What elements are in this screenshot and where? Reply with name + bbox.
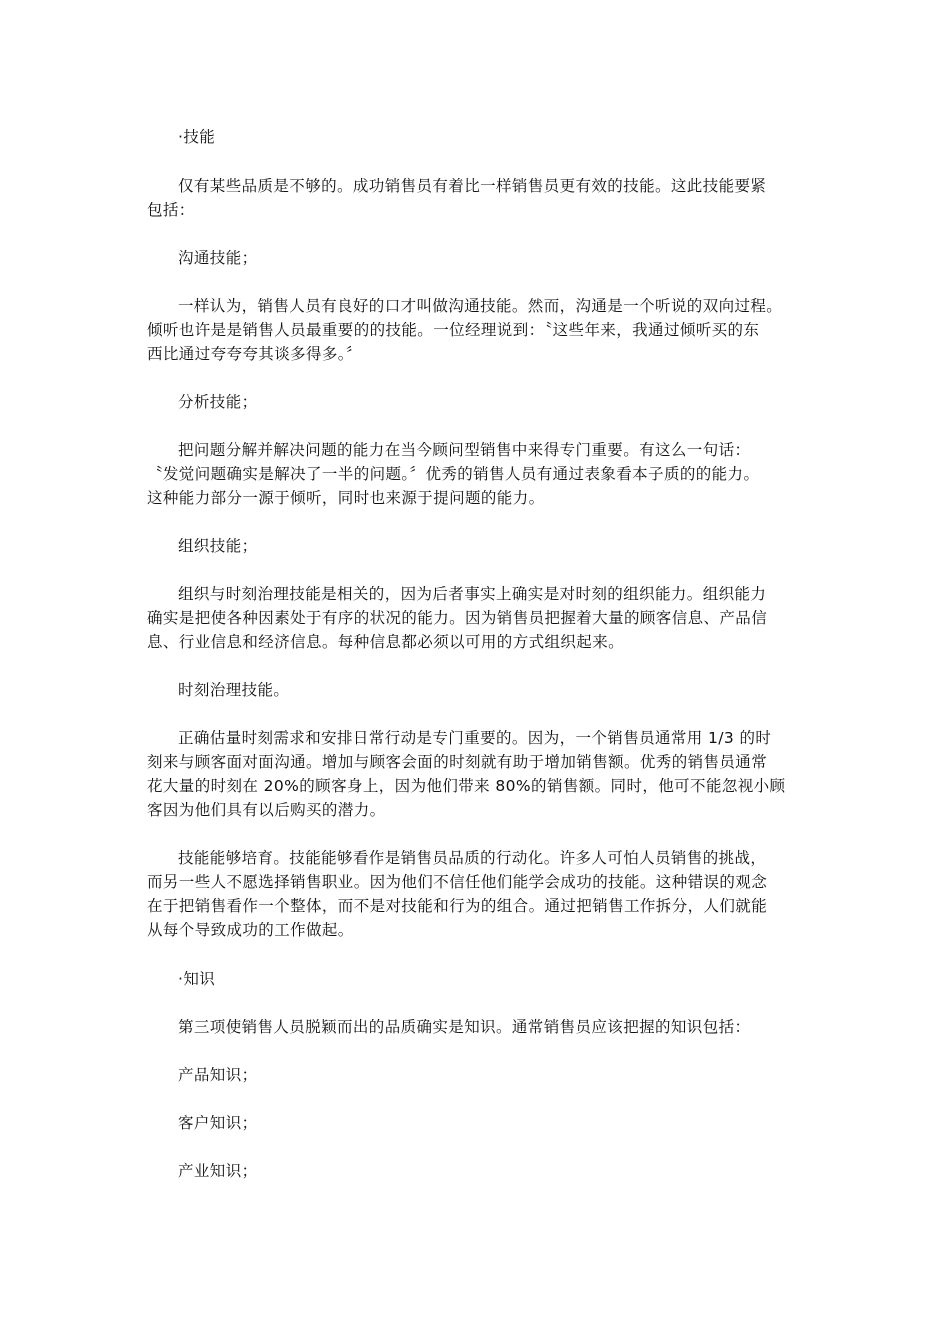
subheading-line: 时刻治理技能。 <box>178 681 290 699</box>
list-item-product-knowledge <box>147 1063 807 1087</box>
paragraph-line: 西比通过夸夸夸其谈多得多。〞 <box>147 345 362 363</box>
paragraph-line: 〝发觉问题确实是解决了一半的问题。〞优秀的销售人员有通过表象看本子质的的能力。 <box>147 465 760 483</box>
paragraph-line: 从每个导致成功的工作做起。 <box>147 921 354 939</box>
paragraph-line: 技能能够培育。技能能够看作是销售员品质的行动化。许多人可怕人员销售的挑战， <box>178 849 767 867</box>
paragraph-line: 息、行业信息和经济信息。每种信息都必须以可用的方式组织起来。 <box>147 633 625 651</box>
list-item-line: 客户知识； <box>178 1114 258 1132</box>
paragraph-line: 组织与时刻治理技能是相关的，因为后者事实上确实是对时刻的组织能力。组织能力 <box>178 585 767 603</box>
subheading-communication <box>147 246 807 270</box>
paragraph-skills-intro <box>147 174 807 222</box>
subheading-line: 沟通技能； <box>178 249 258 267</box>
paragraph-knowledge-intro <box>147 1015 807 1039</box>
list-item-line: 产品知识； <box>178 1066 258 1084</box>
section-heading-skills <box>147 125 807 149</box>
paragraph-analysis <box>147 438 807 510</box>
paragraph-line: 花大量的时刻在 20%的顾客身上，因为他们带来 80%的销售额。同时，他可不能忽视小顾 <box>147 777 786 795</box>
paragraph-line: 而另一些人不愿选择销售职业。因为他们不信任他们能学会成功的技能。这种错误的观念 <box>147 873 768 891</box>
paragraph-line: 这种能力部分一源于倾听，同时也来源于提问题的能力。 <box>147 489 545 507</box>
paragraph-communication <box>147 294 807 366</box>
list-item-customer-knowledge <box>147 1111 807 1135</box>
list-item-industry-knowledge <box>147 1159 807 1183</box>
paragraph-organization <box>147 582 807 654</box>
paragraph-line: 包括： <box>147 201 195 219</box>
paragraph-line: 倾听也许是是销售人员最重要的的技能。一位经理说到：〝这些年来，我通过倾听买的东 <box>147 321 760 339</box>
list-item-line: 产业知识； <box>178 1162 258 1180</box>
paragraph-line: 确实是把使各种因素处于有序的状况的能力。因为销售员把握着大量的顾客信息、产品信 <box>147 609 768 627</box>
subheading-line: 组织技能； <box>178 537 258 555</box>
paragraph-skills-cultivation <box>147 846 807 942</box>
paragraph-time-management <box>147 726 807 822</box>
heading-line: ·技能 <box>178 128 216 146</box>
section-heading-knowledge <box>147 967 807 991</box>
paragraph-line: 一样认为，销售人员有良好的口才叫做沟通技能。然而，沟通是一个听说的双向过程。 <box>178 297 783 315</box>
paragraph-line: 第三项使销售人员脱颖而出的品质确实是知识。通常销售员应该把握的知识包括： <box>178 1018 751 1036</box>
paragraph-line: 把问题分解并解决问题的能力在当今顾问型销售中来得专门重要。有这么一句话： <box>178 441 751 459</box>
paragraph-line: 仅有某些品质是不够的。成功销售员有着比一样销售员更有效的技能。这此技能要紧 <box>178 177 767 195</box>
paragraph-line: 在于把销售看作一个整体，而不是对技能和行为的组合。通过把销售工作拆分，人们就能 <box>147 897 768 915</box>
heading-line: ·知识 <box>178 970 216 988</box>
paragraph-line: 正确估量时刻需求和安排日常行动是专门重要的。因为，一个销售员通常用 1/3 的时 <box>178 729 772 747</box>
subheading-organization <box>147 534 807 558</box>
subheading-analysis <box>147 390 807 414</box>
paragraph-line: 客因为他们具有以后购买的潜力。 <box>147 801 386 819</box>
paragraph-line: 刻来与顾客面对面沟通。增加与顾客会面的时刻就有助于增加销售额。优秀的销售员通常 <box>147 753 768 771</box>
subheading-time-management <box>147 678 807 702</box>
subheading-line: 分析技能； <box>178 393 258 411</box>
